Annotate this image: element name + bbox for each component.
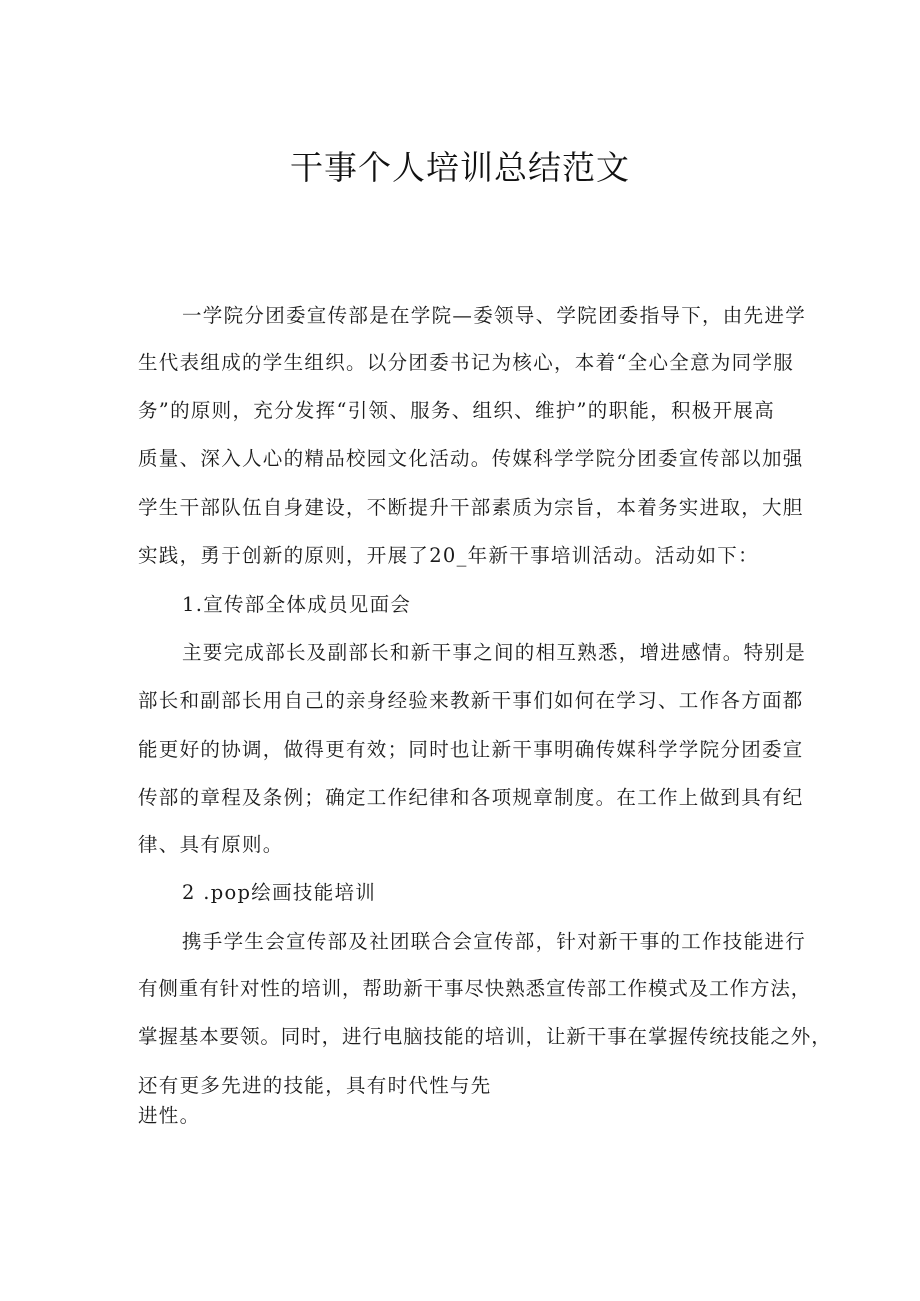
section-1-heading: 1.宣传部全体成员见面会 bbox=[182, 593, 412, 616]
paragraph-3-line-5: 进性。 bbox=[138, 1104, 201, 1127]
paragraph-3-line-3: 掌握基本要领。同时，进行电脑技能的培训，让新干事在掌握传统技能之外， bbox=[138, 1025, 832, 1048]
paragraph-1-line-4: 质量、深入人心的精品校园文化活动。传媒科学学院分团委宣传部以加强 bbox=[138, 447, 804, 470]
paragraph-2-line-5: 律、具有原则。 bbox=[138, 833, 284, 856]
document-title: 干事个人培训总结范文 bbox=[290, 148, 630, 187]
paragraph-2-line-1: 主要完成部长及副部长和新干事之间的相互熟悉，增进感情。特别是 bbox=[182, 641, 807, 664]
paragraph-1-line-2: 生代表组成的学生组织。以分团委书记为核心，本着“全心全意为同学服 bbox=[138, 351, 795, 374]
paragraph-3-line-4: 还有更多先进的技能，具有时代性与先 bbox=[138, 1074, 492, 1097]
section-2-heading: 2 .pop绘画技能培训 bbox=[182, 881, 377, 904]
paragraph-3-line-1: 携手学生会宣传部及社团联合会宣传部，针对新干事的工作技能进行 bbox=[182, 930, 807, 953]
paragraph-1-line-1: 一学院分团委宣传部是在学院—委领导、学院团委指导下，由先进学 bbox=[182, 304, 807, 327]
paragraph-2-line-2: 部长和副部长用自己的亲身经验来教新干事们如何在学习、工作各方面都 bbox=[138, 689, 804, 712]
paragraph-1-line-5: 学生干部队伍自身建设，不断提升干部素质为宗旨，本着务实进取，大胆 bbox=[138, 496, 804, 519]
paragraph-2-line-4: 传部的章程及条例；确定工作纪律和各项规章制度。在工作上做到具有纪 bbox=[138, 786, 804, 809]
paragraph-1-line-6: 实践，勇于创新的原则，开展了20_年新干事培训活动。活动如下： bbox=[138, 544, 759, 567]
paragraph-1-line-3: 务”的原则，充分发挥“引领、服务、组织、维护”的职能，积极开展高 bbox=[138, 399, 776, 422]
paragraph-3-line-2: 有侧重有针对性的培训，帮助新干事尽快熟悉宣传部工作模式及工作方法， bbox=[138, 977, 812, 1000]
paragraph-2-line-3: 能更好的协调，做得更有效；同时也让新干事明确传媒科学学院分团委宣 bbox=[138, 738, 804, 761]
